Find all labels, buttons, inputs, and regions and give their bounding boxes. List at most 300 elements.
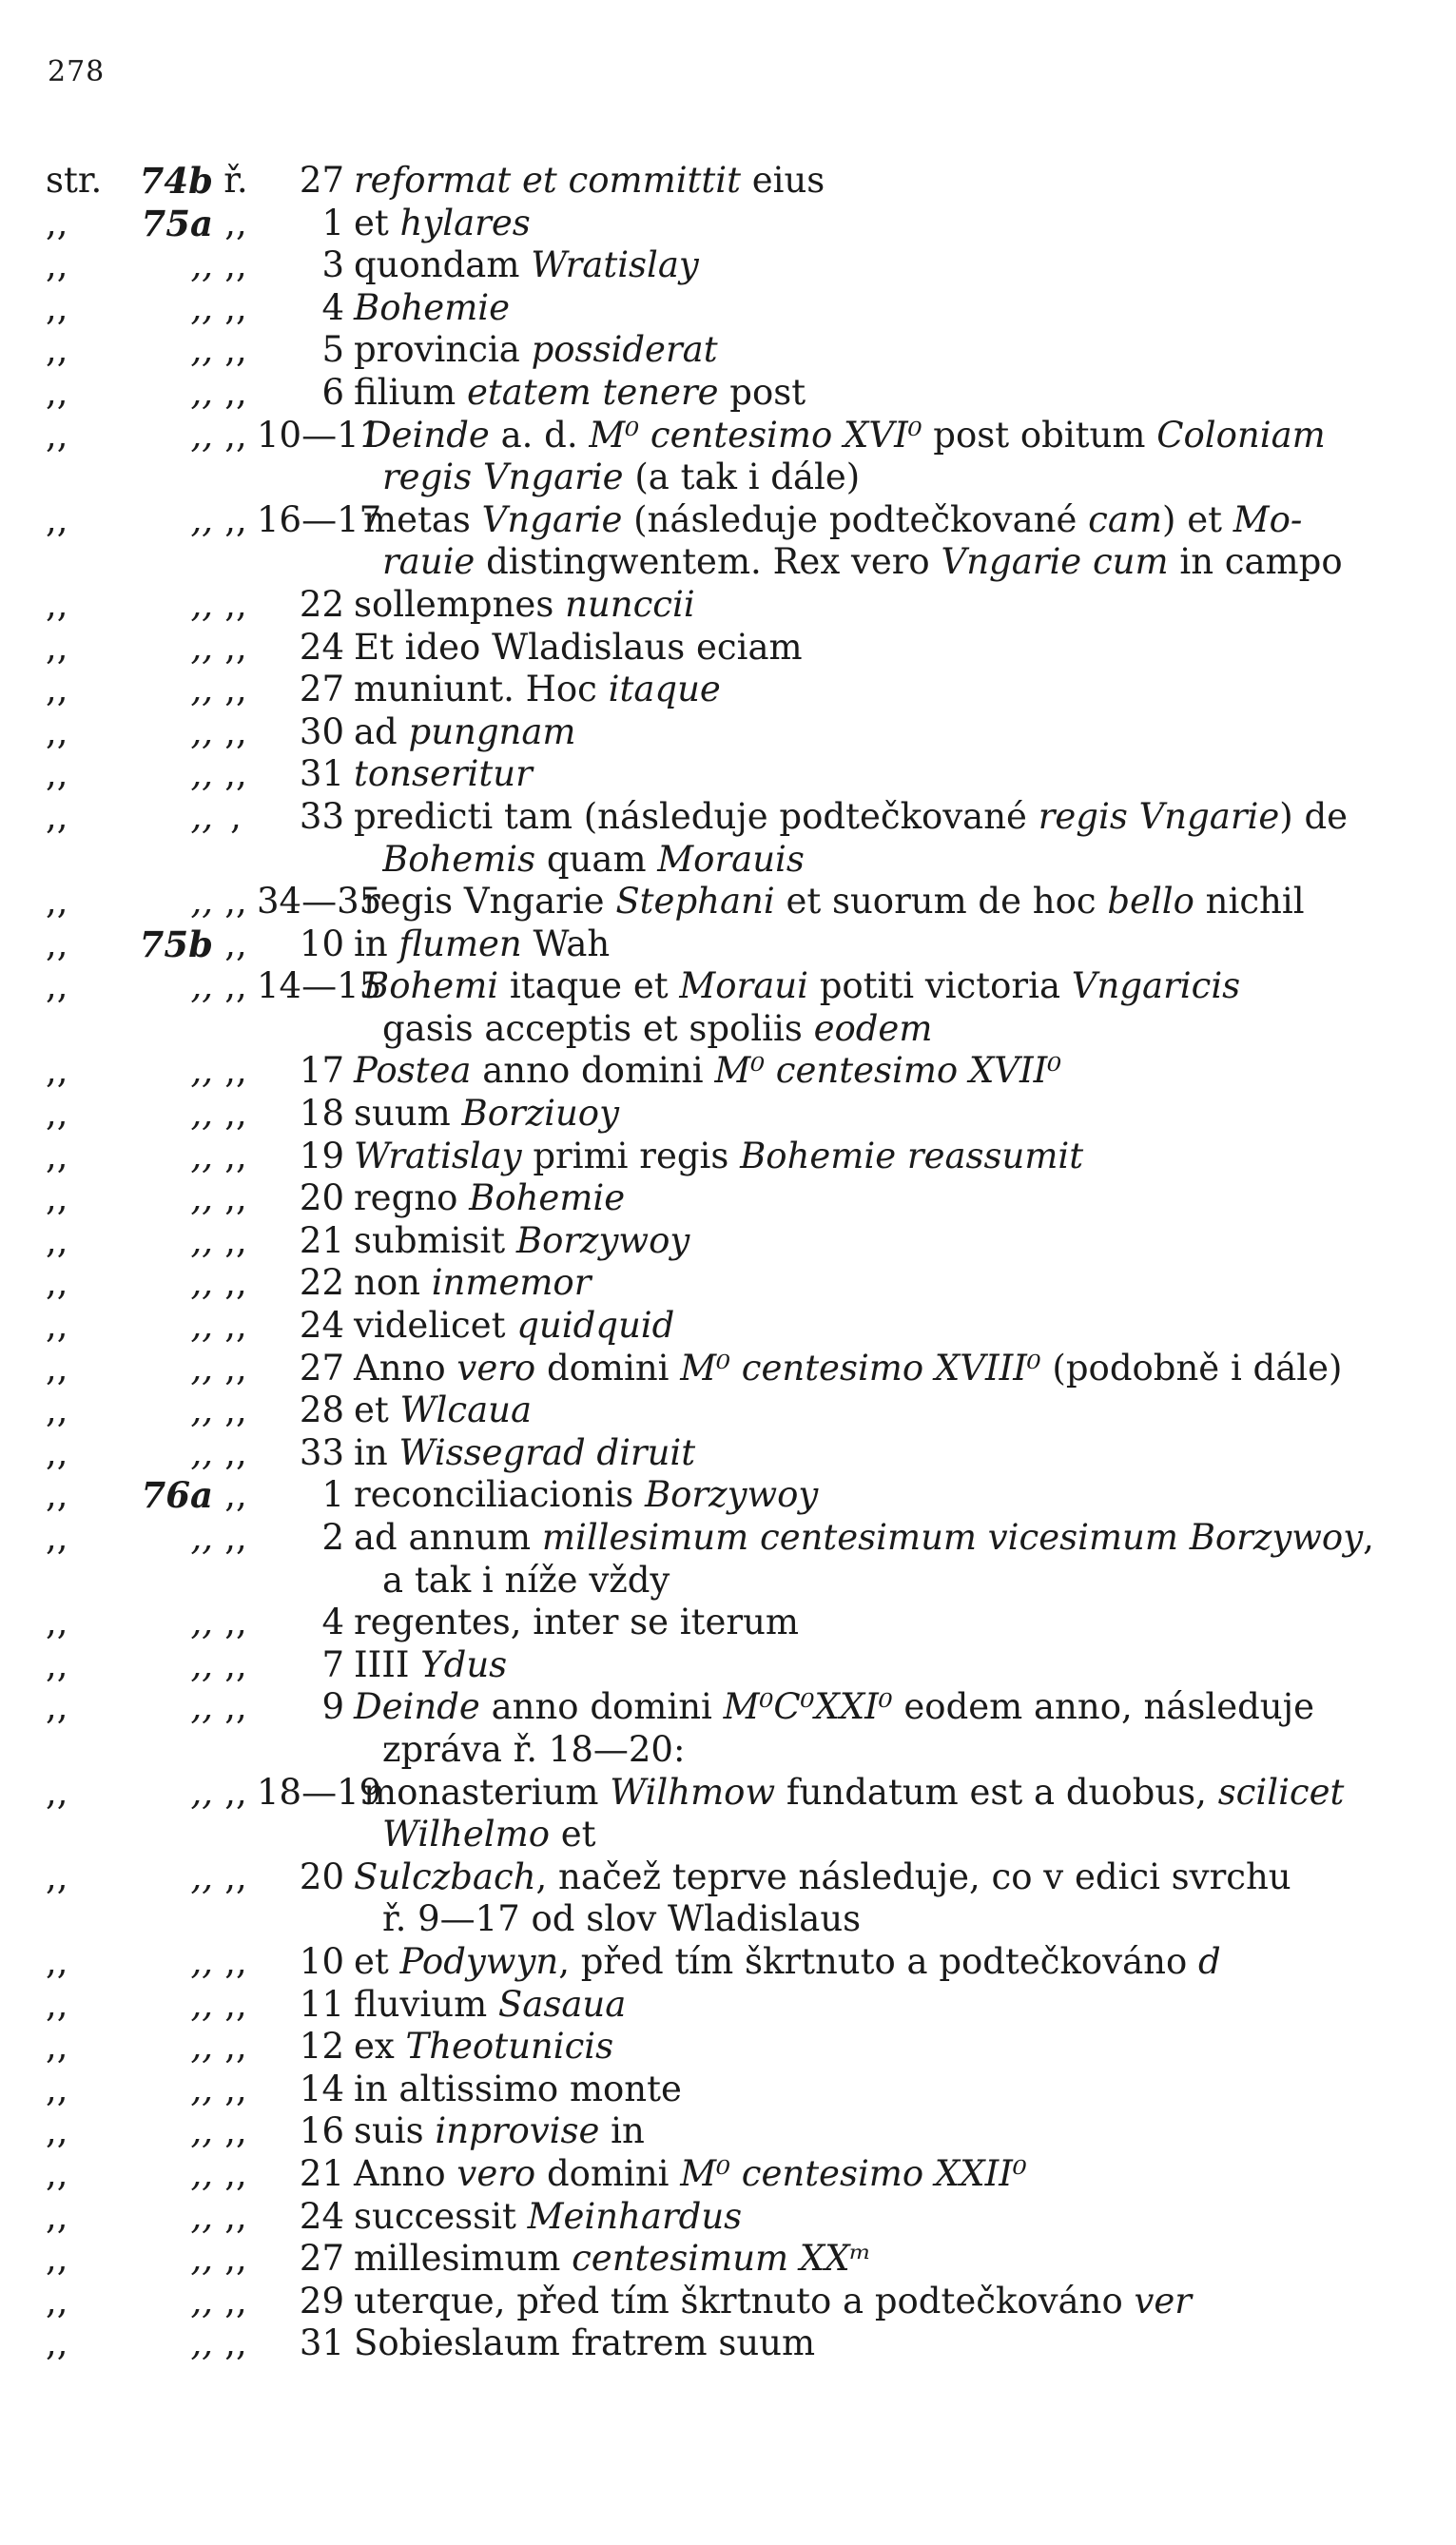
text-segment: inmemor [431, 1262, 592, 1304]
correction-text [344, 2110, 1428, 2153]
line-abbrev: ,, [224, 1474, 247, 1516]
errata-entry [0, 2281, 1456, 2323]
entry-line [0, 796, 1456, 839]
line-number: 10 [299, 1940, 344, 1982]
folio-ref: ,, [190, 881, 213, 923]
text-segment: primi regis [521, 1135, 741, 1176]
page-ref: ,, [46, 1050, 68, 1092]
text-segment: suis [354, 2110, 436, 2152]
errata-entry [0, 923, 1456, 966]
errata-entry [0, 1389, 1456, 1432]
text-segment: , před tím škrtnuto a podtečkováno [558, 1940, 1198, 1982]
errata-entry [0, 2322, 1456, 2365]
folio-ref: ,, [190, 498, 213, 540]
text-segment: fundatum est a duobus, [775, 1771, 1218, 1813]
entry-line [0, 584, 1456, 627]
folio-ref: 75b [139, 923, 213, 965]
errata-entry [0, 1136, 1456, 1178]
entry-line [0, 1686, 1456, 1729]
page-ref: ,, [46, 2238, 68, 2280]
line-abbrev: ,, [224, 2280, 247, 2322]
errata-entry [0, 1220, 1456, 1263]
entry-line [0, 1177, 1456, 1220]
continuation-text [382, 1814, 1419, 1856]
page-ref: ,, [46, 1093, 68, 1135]
text-segment: in [354, 923, 399, 964]
folio-ref: ,, [190, 1517, 213, 1558]
text-segment: eodem [813, 1007, 933, 1049]
correction-text [344, 711, 1428, 754]
text-segment: predicti tam (následuje podtečkované [354, 795, 1039, 837]
entry-line [0, 160, 1456, 203]
correction-text [344, 1686, 1428, 1729]
text-segment: Et ideo Wladislaus eciam [354, 626, 803, 668]
folio-ref: ,, [190, 1431, 213, 1473]
line-number: 27 [299, 669, 344, 710]
line-number: 31 [299, 2322, 344, 2364]
entry-line [0, 287, 1456, 330]
text-segment: ex [354, 2026, 406, 2068]
entry-line [0, 1941, 1456, 1984]
text-segment: in altissimo monte [354, 2068, 682, 2109]
line-abbrev: ,, [224, 626, 247, 668]
folio-ref: ,, [190, 1093, 213, 1135]
entry-line [0, 1474, 1456, 1517]
folio-ref: 74b [139, 160, 213, 202]
correction-text [354, 415, 1438, 457]
folio-ref: ,, [190, 1983, 213, 2025]
page-ref: ,, [46, 1983, 68, 2025]
text-segment: quondam [354, 244, 532, 286]
entry-line [0, 1305, 1456, 1348]
text-segment: ad [354, 710, 409, 752]
text-segment: post obitum [922, 414, 1157, 456]
entry-line [0, 1432, 1456, 1475]
errata-entry [0, 2026, 1456, 2069]
folio-ref: ,, [190, 1602, 213, 1643]
line-abbrev: ,, [224, 710, 247, 752]
line-number: 7 [321, 1643, 344, 1685]
line-abbrev: ,, [224, 1347, 247, 1389]
text-segment: M⁰ centesimo XVII⁰ [714, 1050, 1062, 1092]
line-abbrev: ,, [224, 1602, 247, 1643]
errata-entry [0, 1474, 1456, 1517]
text-segment: quam [535, 838, 658, 880]
text-segment: Deinde [354, 1686, 480, 1728]
folio-ref: ,, [190, 965, 213, 1007]
text-segment: , [1363, 1517, 1374, 1558]
line-number: 6 [321, 371, 344, 413]
text-segment: ad annum [354, 1517, 542, 1558]
text-segment: suum [354, 1093, 462, 1135]
correction-text [344, 2238, 1428, 2281]
correction-text [344, 1177, 1428, 1220]
folio-ref: ,, [190, 669, 213, 710]
text-segment: itaque [608, 669, 721, 710]
folio-ref: ,, [190, 1643, 213, 1685]
errata-entry [0, 965, 1456, 1050]
line-abbrev: ,, [224, 1262, 247, 1304]
correction-text [344, 1050, 1428, 1093]
entry-line [0, 329, 1456, 372]
continuation-text [382, 839, 1419, 882]
line-number: 20 [299, 1177, 344, 1219]
page-ref: ,, [46, 1135, 68, 1176]
line-number: 27 [299, 2238, 344, 2280]
correction-text [344, 203, 1428, 245]
text-segment: post [718, 371, 806, 413]
page-ref: ,, [46, 1347, 68, 1389]
correction-text [344, 1644, 1428, 1687]
errata-entry [0, 499, 1456, 584]
text-segment: uterque, před tím škrtnuto a podtečkováno [354, 2280, 1135, 2322]
entry-line [0, 203, 1456, 245]
correction-text [354, 1772, 1438, 1815]
line-abbrev: ,, [224, 1177, 247, 1219]
errata-entry [0, 1602, 1456, 1644]
page-ref: ,, [46, 881, 68, 923]
page-ref: ,, [46, 2280, 68, 2322]
line-number: 10—11 [257, 414, 382, 456]
continuation-text [382, 1898, 1419, 1941]
entry-line [0, 1220, 1456, 1263]
folio-ref: ,, [190, 626, 213, 668]
text-segment: (podobně i dále) [1040, 1347, 1343, 1389]
page-ref: ,, [46, 795, 68, 837]
text-segment: videlicet [354, 1305, 517, 1347]
text-segment: et [354, 1389, 400, 1431]
entry-line [0, 711, 1456, 754]
line-number: 5 [321, 329, 344, 371]
folio-ref: ,, [190, 753, 213, 795]
page-ref: ,, [46, 1602, 68, 1643]
text-segment: (a tak i dále) [623, 457, 861, 498]
line-abbrev: ,, [224, 2195, 247, 2237]
text-segment: Wlcaua [399, 1389, 533, 1431]
page-ref: ,, [46, 1262, 68, 1304]
correction-text [344, 1220, 1428, 1263]
line-abbrev: ,, [224, 1855, 247, 1897]
text-segment: ) et [1162, 498, 1233, 540]
text-segment: regno [354, 1177, 470, 1219]
text-segment: metas [363, 498, 482, 540]
correction-text [344, 1432, 1428, 1475]
correction-text [344, 2069, 1428, 2111]
text-segment: (následuje podtečkované [622, 498, 1089, 540]
entry-continuation [0, 541, 1456, 584]
entry-continuation [0, 839, 1456, 882]
text-segment: Wilhelmo [382, 1814, 550, 1855]
entry-line [0, 244, 1456, 287]
page-ref: ,, [46, 669, 68, 710]
errata-entry [0, 1941, 1456, 1984]
errata-entry [0, 1772, 1456, 1856]
line-abbrev: ,, [224, 1431, 247, 1473]
line-abbrev: ,, [224, 2068, 247, 2109]
folio-ref: ,, [190, 2238, 213, 2280]
text-segment: Sasaua [497, 1983, 627, 2025]
errata-entry [0, 627, 1456, 670]
errata-entry [0, 584, 1456, 627]
folio-ref: 76a [141, 1474, 213, 1517]
entry-line [0, 372, 1456, 415]
page-ref: ,, [46, 2068, 68, 2109]
line-number: 1 [321, 1474, 344, 1516]
folio-ref: ,, [190, 1347, 213, 1389]
folio-ref: ,, [190, 329, 213, 371]
text-segment: Podywyn [399, 1940, 559, 1982]
text-segment: vero [456, 1347, 536, 1389]
folio-ref: ,, [190, 371, 213, 413]
line-number: 24 [299, 1305, 344, 1347]
text-segment: ) de [1279, 795, 1349, 837]
text-segment: millesimum [354, 2238, 573, 2280]
errata-entry [0, 1856, 1456, 1941]
entry-line [0, 1984, 1456, 2027]
line-number: 11 [299, 1983, 344, 2025]
errata-entry [0, 160, 1456, 203]
entry-line [0, 965, 1456, 1008]
text-segment: Wilhmow [610, 1771, 776, 1813]
entry-line [0, 2238, 1456, 2281]
line-abbrev: ,, [224, 2238, 247, 2280]
text-segment: reformat et committit [354, 160, 741, 201]
line-abbrev: ,, [224, 2322, 247, 2364]
folio-ref: ,, [190, 1177, 213, 1219]
errata-entry [0, 2196, 1456, 2239]
errata-entry [0, 1984, 1456, 2027]
text-segment: M⁰ centesimo XXII⁰ [680, 2152, 1027, 2194]
line-abbrev: ,, [224, 371, 247, 413]
errata-entry [0, 329, 1456, 372]
line-number: 21 [299, 2152, 344, 2194]
text-segment: et [354, 202, 400, 243]
line-number: 28 [299, 1389, 344, 1431]
errata-entry [0, 1093, 1456, 1136]
correction-text [344, 669, 1428, 711]
line-number: 20 [299, 1855, 344, 1897]
text-segment: anno domini [479, 1686, 724, 1728]
folio-ref: ,, [190, 2152, 213, 2194]
line-abbrev: ,, [224, 2110, 247, 2152]
folio-ref: ,, [190, 1219, 213, 1261]
page-ref: ,, [46, 1389, 68, 1431]
text-segment: Postea [354, 1050, 472, 1092]
text-segment: et [354, 1940, 400, 1982]
line-number: 18—19 [257, 1771, 382, 1813]
errata-entry [0, 881, 1456, 923]
line-abbrev: ,, [224, 498, 247, 540]
entry-line [0, 1093, 1456, 1136]
line-number: 33 [299, 1431, 344, 1473]
errata-entry [0, 753, 1456, 796]
line-number: 1 [321, 202, 344, 243]
text-segment: Bohemie reassumit [740, 1135, 1084, 1176]
text-segment: Wah [521, 923, 611, 964]
text-segment: Theotunicis [405, 2026, 614, 2068]
entry-line [0, 627, 1456, 670]
line-abbrev: ,, [224, 1135, 247, 1176]
line-number: 3 [321, 244, 344, 286]
errata-entry [0, 669, 1456, 711]
page-ref: ,, [46, 286, 68, 328]
text-segment: itaque et [498, 965, 680, 1007]
line-abbrev: ,, [224, 1050, 247, 1092]
text-segment: M⁰ centesimo XVIII⁰ [680, 1347, 1041, 1389]
correction-text [354, 499, 1438, 542]
entry-continuation [0, 457, 1456, 499]
text-segment: centesimum XXᵐ [572, 2238, 872, 2280]
text-segment: pungnam [408, 710, 576, 752]
correction-text [344, 287, 1428, 330]
page-ref: ,, [46, 1474, 68, 1516]
entry-line [0, 2069, 1456, 2111]
text-segment: domini [535, 1347, 681, 1389]
text-segment: et suorum de hoc [774, 881, 1108, 923]
errata-entry [0, 415, 1456, 499]
page-ref: ,, [46, 371, 68, 413]
entry-line [0, 415, 1456, 457]
entry-line [0, 2322, 1456, 2365]
errata-entry [0, 796, 1456, 881]
text-segment: zpráva ř. 18—20: [382, 1728, 686, 1770]
text-segment: nunccii [565, 583, 695, 625]
folio-ref: ,, [190, 414, 213, 456]
line-abbrev: ,, [224, 669, 247, 710]
folio-ref: ,, [190, 2068, 213, 2109]
text-segment: Mo- [1233, 498, 1303, 540]
text-segment: , načež teprve následuje, co v edici svrchu [535, 1855, 1291, 1897]
errata-entry [0, 287, 1456, 330]
errata-entry [0, 1432, 1456, 1475]
entry-line [0, 1348, 1456, 1390]
text-segment: regis Vngarie [363, 881, 616, 923]
errata-entry [0, 1262, 1456, 1305]
correction-text [344, 2281, 1428, 2323]
entry-continuation [0, 1814, 1456, 1856]
text-segment: in [354, 1431, 399, 1473]
entry-line [0, 1517, 1456, 1560]
folio-ref: ,, [190, 2322, 213, 2364]
entry-line [0, 1136, 1456, 1178]
folio-ref: ,, [190, 2026, 213, 2068]
line-abbrev: ,, [224, 1389, 247, 1431]
page-ref: ,, [46, 202, 68, 243]
correction-text [344, 160, 1428, 203]
correction-text [344, 1856, 1428, 1899]
correction-text [344, 584, 1428, 627]
page-ref: ,, [46, 2152, 68, 2194]
entry-line [0, 2026, 1456, 2069]
line-number: 27 [299, 1347, 344, 1389]
text-segment: flumen [398, 923, 522, 964]
line-number: 22 [299, 1262, 344, 1304]
text-segment: non [354, 1262, 432, 1304]
line-abbrev: ,, [224, 1686, 247, 1728]
text-segment: Wissegrad diruit [398, 1431, 696, 1473]
line-number: 21 [299, 1219, 344, 1261]
text-segment: eodem anno, následuje [892, 1686, 1315, 1728]
folio-ref: ,, [190, 583, 213, 625]
page-ref: ,, [46, 1643, 68, 1685]
entry-line [0, 1856, 1456, 1899]
line-number: 4 [321, 1602, 344, 1643]
errata-entry [0, 1177, 1456, 1220]
correction-text [344, 244, 1428, 287]
text-segment: cam [1088, 498, 1162, 540]
folio-ref: ,, [190, 1050, 213, 1092]
correction-text [344, 1474, 1428, 1517]
page-ref: ,, [46, 329, 68, 371]
entry-line [0, 499, 1456, 542]
line-number: 4 [321, 286, 344, 328]
line-number: 9 [321, 1686, 344, 1728]
text-segment: regis Vngarie [1038, 795, 1280, 837]
line-abbrev: ,, [224, 286, 247, 328]
page-ref: ,, [46, 244, 68, 286]
text-segment: Bohemi [363, 965, 499, 1007]
line-abbrev: ,, [224, 244, 247, 286]
line-abbrev: ,, [224, 1643, 247, 1685]
page-ref: ,, [46, 1686, 68, 1728]
line-number: 24 [299, 626, 344, 668]
correction-text [344, 1984, 1428, 2027]
continuation-text [382, 1729, 1419, 1772]
entry-continuation [0, 1560, 1456, 1603]
folio-ref: ,, [190, 1940, 213, 1982]
correction-text [344, 329, 1428, 372]
line-abbrev: ,, [224, 583, 247, 625]
correction-text [344, 1941, 1428, 1984]
errata-entry [0, 1348, 1456, 1390]
text-segment: quidquid [516, 1305, 675, 1347]
errata-entry [0, 2153, 1456, 2196]
line-number: 2 [321, 1517, 344, 1558]
text-segment: Borziuoy [461, 1093, 619, 1135]
page-ref: ,, [46, 583, 68, 625]
line-number: 10 [299, 923, 344, 964]
correction-text [344, 753, 1428, 796]
errata-entry [0, 2238, 1456, 2281]
line-number: 12 [299, 2026, 344, 2068]
line-abbrev: ,, [224, 1219, 247, 1261]
page-ref: ,, [46, 2195, 68, 2237]
folio-ref: ,, [190, 1855, 213, 1897]
text-segment: Meinhardus [527, 2195, 743, 2237]
folio-ref: ,, [190, 795, 213, 837]
correction-text [344, 1305, 1428, 1348]
entry-line [0, 923, 1456, 966]
line-number: 29 [299, 2280, 344, 2322]
text-segment: millesimum centesimum vicesimum Borzywoy [541, 1517, 1364, 1558]
errata-entry [0, 372, 1456, 415]
text-segment: nichil [1194, 881, 1305, 923]
entry-continuation [0, 1729, 1456, 1772]
entry-line [0, 2196, 1456, 2239]
page-ref: ,, [46, 710, 68, 752]
text-segment: gasis acceptis et spoliis [382, 1007, 814, 1049]
text-segment: a. d. [489, 414, 590, 456]
text-segment: monasterium [363, 1771, 611, 1813]
page-number: 278 [48, 55, 106, 88]
text-segment: Ydus [420, 1643, 508, 1685]
correction-text [344, 372, 1428, 415]
text-segment: regis Vngarie [382, 457, 624, 498]
errata-entry [0, 1050, 1456, 1093]
text-segment: M⁰C⁰XXI⁰ [723, 1686, 893, 1728]
line-number: 19 [299, 1135, 344, 1176]
folio-ref: ,, [190, 286, 213, 328]
